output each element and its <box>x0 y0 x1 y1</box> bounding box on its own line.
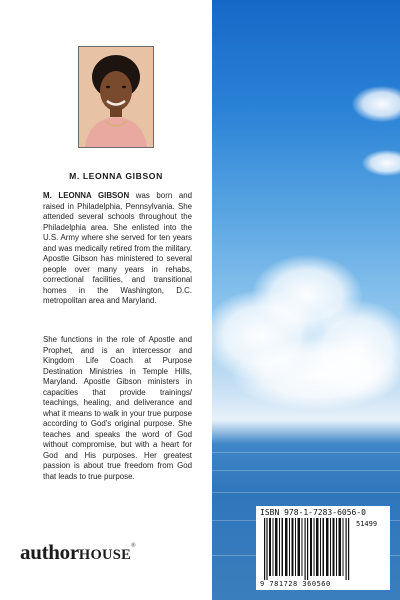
isbn-text: ISBN 978-1-7283-6056-0 <box>260 508 366 517</box>
barcode-bars <box>264 518 352 580</box>
author-name-heading: M. LEONNA GIBSON <box>69 171 163 181</box>
price-code: 51499 <box>356 520 378 528</box>
author-bio-paragraph-1 <box>43 191 192 307</box>
wave-line <box>212 452 400 453</box>
author-bio-lead-name: M. LEONNA GIBSON <box>43 191 130 200</box>
isbn-barcode <box>256 506 390 590</box>
publisher-logo-author: author <box>20 540 79 564</box>
cloud <box>362 150 400 176</box>
cloud <box>352 86 400 122</box>
registered-mark: ® <box>131 543 136 549</box>
author-photo <box>78 46 154 148</box>
wave-line <box>212 492 400 493</box>
author-bio-paragraph-2: She functions in the role of Apostle and Prophet, and is an intercessor and Kingdom Life Coach at Purpose Destination Ministries in Temple Hills, Maryland. Apostle Gibson ministers in capacities that provide trainings/ teachings, healing, and deliverance and what it means to walk in your true purpose according to God's original purpose. She teaches and speaks the word of God without compromise, but with a heart for God and His purposes. Her greatest passion is about true freedom from God that leads to true purpose. <box>43 335 192 481</box>
wave-line <box>212 470 400 471</box>
cloud <box>232 340 400 410</box>
publisher-logo-house: HOUSE <box>78 547 132 563</box>
publisher-logo <box>20 540 135 565</box>
author-bio-paragraph-1-text: was born and raised in Philadelphia, Pennsylvania. She attended several schools throughout the Philadelphia area. She enlisted into the U.S. Army where she served for ten years and was medically retired from the military. Apostle Gibson has ministered to several people over many years in rehabs, correctional facilities, and transitional homes in the Washington, D.C. metropolitan area and Maryland. <box>43 191 192 305</box>
barcode-digits: 9 781728 360560 <box>260 580 331 588</box>
